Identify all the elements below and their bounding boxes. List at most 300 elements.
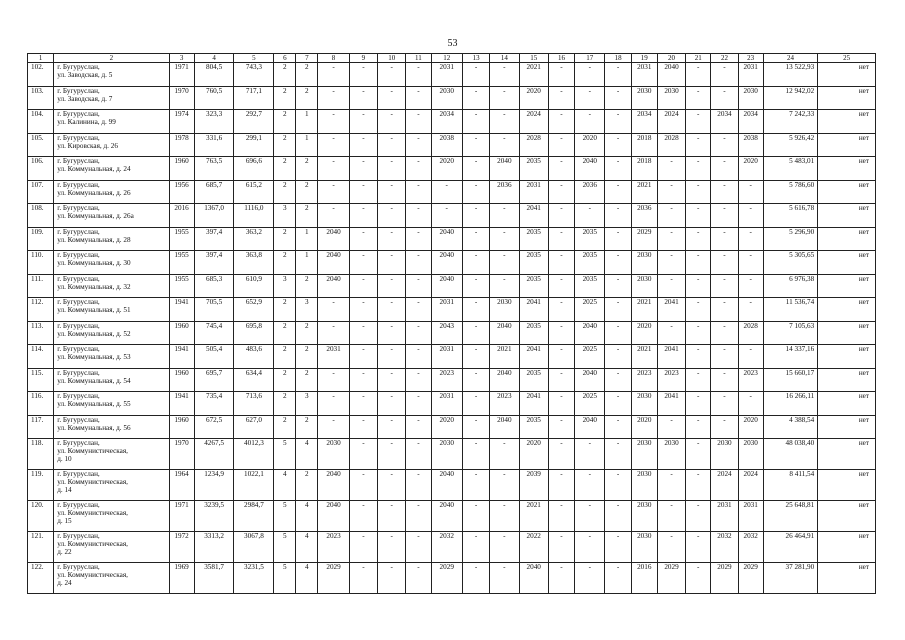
col16-cell: -: [548, 204, 574, 228]
column-number-cell: 9: [349, 54, 377, 63]
col5-cell: 299,1: [234, 133, 274, 157]
col11-cell: -: [406, 439, 431, 470]
address-line: ул. Коммунистическая,: [57, 571, 128, 579]
col19-cell: 2016: [631, 563, 657, 594]
col21-cell: -: [686, 563, 711, 594]
row-number-cell: 113.: [28, 321, 54, 345]
col10-cell: -: [378, 274, 406, 298]
address-cell: [54, 157, 169, 181]
col4-cell: 397,4: [194, 251, 234, 275]
col18-cell: -: [605, 180, 631, 204]
col15-cell: 2040: [519, 563, 548, 594]
col5-cell: 743,3: [234, 63, 274, 87]
address-line: д. 14: [57, 486, 72, 494]
col25-cell: нет: [818, 251, 876, 275]
address-line: г. Бугуруслан,: [57, 439, 100, 447]
col10-cell: -: [378, 532, 406, 563]
page-number: 53: [447, 38, 458, 49]
col8-cell: -: [318, 415, 349, 439]
col7-cell: 2: [296, 157, 318, 181]
col7-cell: 2: [296, 204, 318, 228]
address-line: ул. Коммунальная, д. 32: [57, 282, 131, 291]
col7-cell: 3: [296, 392, 318, 416]
col9-cell: -: [349, 392, 377, 416]
table-row: [28, 298, 876, 322]
col23-cell: -: [738, 227, 763, 251]
address-line: г. Бугуруслан,: [57, 532, 100, 540]
column-number-cell: 2: [54, 54, 169, 63]
address-cell: [54, 110, 169, 134]
column-number-cell: 20: [657, 54, 685, 63]
col14-cell: -: [490, 204, 519, 228]
col3-cell: 1955: [169, 274, 194, 298]
address-line: г. Бугуруслан,: [57, 368, 100, 377]
column-number-cell: 19: [631, 54, 657, 63]
col8-cell: -: [318, 368, 349, 392]
row-number-cell: 121.: [28, 532, 54, 563]
address-line: ул. Коммунальная, д. 51: [57, 306, 131, 314]
address-line: г. Бугуруслан,: [57, 251, 100, 259]
col21-cell: -: [686, 368, 711, 392]
address-line: ул. Коммунальная, д. 55: [57, 400, 131, 408]
col17-cell: 2025: [575, 345, 605, 369]
table-row: [28, 274, 876, 298]
col5-cell: 2984,7: [234, 501, 274, 532]
col20-cell: -: [657, 470, 685, 501]
col14-cell: 2036: [490, 180, 519, 204]
table-row: [28, 204, 876, 228]
address-cell: [54, 251, 169, 275]
col20-cell: -: [657, 415, 685, 439]
col18-cell: -: [605, 470, 631, 501]
col6-cell: 4: [274, 470, 296, 501]
col9-cell: -: [349, 321, 377, 345]
col22-cell: -: [711, 345, 738, 369]
col15-cell: 2028: [519, 133, 548, 157]
col5-cell: 634,4: [234, 368, 274, 392]
col16-cell: -: [548, 532, 574, 563]
table-row: [28, 110, 876, 134]
col3-cell: 1956: [169, 180, 194, 204]
table-row: [28, 415, 876, 439]
table-row: [28, 86, 876, 110]
col6-cell: 2: [274, 133, 296, 157]
column-number-cell: 3: [169, 54, 194, 63]
col23-cell: 2020: [738, 415, 763, 439]
table-row: [28, 368, 876, 392]
address-line: г. Бугуруслан,: [57, 110, 100, 118]
address-line: ул. Коммунальная, д. 24: [57, 165, 131, 173]
col11-cell: -: [406, 501, 431, 532]
col20-cell: 2024: [657, 110, 685, 134]
column-number-cell: 10: [378, 54, 406, 63]
col11-cell: -: [406, 563, 431, 594]
col24-cell: 14 337,16: [763, 345, 818, 369]
row-number-cell: 111.: [28, 274, 54, 298]
col16-cell: -: [548, 298, 574, 322]
column-number-cell: 15: [519, 54, 548, 63]
col10-cell: -: [378, 298, 406, 322]
col5-cell: 3231,5: [234, 563, 274, 594]
col15-cell: 2041: [519, 345, 548, 369]
row-number-cell: 110.: [28, 251, 54, 275]
col8-cell: -: [318, 63, 349, 87]
address-line: ул. Коммунистическая,: [57, 447, 128, 455]
col13-cell: -: [462, 470, 489, 501]
col19-cell: 2030: [631, 439, 657, 470]
col18-cell: -: [605, 251, 631, 275]
col6-cell: 2: [274, 368, 296, 392]
col6-cell: 2: [274, 110, 296, 134]
col3-cell: 1941: [169, 392, 194, 416]
col13-cell: -: [462, 110, 489, 134]
column-number-cell: 8: [318, 54, 349, 63]
col7-cell: 4: [296, 501, 318, 532]
col9-cell: -: [349, 439, 377, 470]
col23-cell: -: [738, 345, 763, 369]
col22-cell: -: [711, 415, 738, 439]
col15-cell: 2039: [519, 470, 548, 501]
col22-cell: 2034: [711, 110, 738, 134]
col9-cell: -: [349, 251, 377, 275]
col14-cell: -: [490, 274, 519, 298]
col14-cell: 2023: [490, 392, 519, 416]
col19-cell: 2030: [631, 392, 657, 416]
col19-cell: 2021: [631, 345, 657, 369]
col3-cell: 1969: [169, 563, 194, 594]
col21-cell: -: [686, 321, 711, 345]
address-line: ул. Коммунальная, д. 56: [57, 423, 131, 432]
col24-cell: 5 926,42: [763, 133, 818, 157]
table-row: [28, 157, 876, 181]
col18-cell: -: [605, 321, 631, 345]
col25-cell: нет: [818, 274, 876, 298]
col13-cell: -: [462, 368, 489, 392]
col10-cell: -: [378, 110, 406, 134]
row-number-cell: 119.: [28, 470, 54, 501]
col12-cell: 2031: [431, 63, 462, 87]
col12-cell: 2031: [431, 345, 462, 369]
col18-cell: -: [605, 368, 631, 392]
col21-cell: -: [686, 439, 711, 470]
col10-cell: -: [378, 368, 406, 392]
col14-cell: -: [490, 532, 519, 563]
col13-cell: -: [462, 392, 489, 416]
col15-cell: 2035: [519, 251, 548, 275]
col12-cell: 2030: [431, 86, 462, 110]
col4-cell: 1367,0: [194, 204, 234, 228]
col8-cell: 2023: [318, 532, 349, 563]
col18-cell: -: [605, 133, 631, 157]
row-number-cell: 122.: [28, 563, 54, 594]
address-line: ул. Коммунистическая,: [57, 509, 128, 517]
address-cell: [54, 470, 169, 501]
address-line: ул. Коммунистическая,: [57, 478, 128, 486]
col12-cell: -: [431, 204, 462, 228]
col13-cell: -: [462, 274, 489, 298]
col8-cell: 2040: [318, 227, 349, 251]
col12-cell: 2040: [431, 227, 462, 251]
col22-cell: 2029: [711, 563, 738, 594]
address-line: ул. Коммунальная, д. 30: [57, 259, 131, 267]
col17-cell: 2035: [575, 251, 605, 275]
col13-cell: -: [462, 133, 489, 157]
col5-cell: 363,8: [234, 251, 274, 275]
col10-cell: -: [378, 321, 406, 345]
col15-cell: 2031: [519, 180, 548, 204]
col21-cell: -: [686, 532, 711, 563]
col6-cell: 2: [274, 86, 296, 110]
col3-cell: 1972: [169, 532, 194, 563]
column-number-cell: 7: [296, 54, 318, 63]
col3-cell: 1974: [169, 110, 194, 134]
col12-cell: 2032: [431, 532, 462, 563]
col18-cell: -: [605, 392, 631, 416]
address-line: ул. Коммунальная, д. 53: [57, 353, 131, 361]
col19-cell: 2023: [631, 368, 657, 392]
row-number-cell: 102.: [28, 63, 54, 87]
col22-cell: 2024: [711, 470, 738, 501]
col22-cell: -: [711, 63, 738, 87]
col12-cell: 2043: [431, 321, 462, 345]
col19-cell: 2030: [631, 86, 657, 110]
col4-cell: 397,4: [194, 227, 234, 251]
address-cell: [54, 563, 169, 594]
address-line: г. Бугуруслан,: [57, 180, 100, 189]
row-number-cell: 108.: [28, 204, 54, 228]
col11-cell: -: [406, 157, 431, 181]
col22-cell: -: [711, 321, 738, 345]
col21-cell: -: [686, 86, 711, 110]
col13-cell: -: [462, 227, 489, 251]
col12-cell: 2031: [431, 392, 462, 416]
col24-cell: 5 483,01: [763, 157, 818, 181]
row-number-cell: 109.: [28, 227, 54, 251]
col14-cell: 2040: [490, 368, 519, 392]
address-line: г. Бугуруслан,: [57, 204, 100, 212]
col21-cell: -: [686, 110, 711, 134]
col13-cell: -: [462, 86, 489, 110]
col25-cell: нет: [818, 501, 876, 532]
row-number-cell: 103.: [28, 86, 54, 110]
col10-cell: -: [378, 227, 406, 251]
col5-cell: 1116,0: [234, 204, 274, 228]
address-line: г. Бугуруслан,: [57, 470, 100, 478]
col21-cell: -: [686, 251, 711, 275]
col22-cell: 2030: [711, 439, 738, 470]
col15-cell: 2035: [519, 274, 548, 298]
col16-cell: -: [548, 501, 574, 532]
col4-cell: 685,7: [194, 180, 234, 204]
col22-cell: -: [711, 392, 738, 416]
col4-cell: 763,5: [194, 157, 234, 181]
col22-cell: 2032: [711, 532, 738, 563]
col19-cell: 2030: [631, 274, 657, 298]
col20-cell: -: [657, 157, 685, 181]
column-number-cell: 14: [490, 54, 519, 63]
col17-cell: -: [575, 563, 605, 594]
col3-cell: 2016: [169, 204, 194, 228]
col9-cell: -: [349, 110, 377, 134]
col16-cell: -: [548, 415, 574, 439]
col19-cell: 2020: [631, 321, 657, 345]
col25-cell: нет: [818, 321, 876, 345]
address-line: г. Бугуруслан,: [57, 415, 100, 424]
address-cell: [54, 204, 169, 228]
col6-cell: 2: [274, 298, 296, 322]
col23-cell: 2030: [738, 86, 763, 110]
col20-cell: 2030: [657, 86, 685, 110]
col16-cell: -: [548, 470, 574, 501]
col16-cell: -: [548, 157, 574, 181]
col5-cell: 627,0: [234, 415, 274, 439]
col7-cell: 4: [296, 532, 318, 563]
col16-cell: -: [548, 86, 574, 110]
col7-cell: 2: [296, 86, 318, 110]
col21-cell: -: [686, 180, 711, 204]
col12-cell: 2029: [431, 563, 462, 594]
row-number-cell: 117.: [28, 415, 54, 439]
col13-cell: -: [462, 63, 489, 87]
col23-cell: -: [738, 251, 763, 275]
col5-cell: 4012,3: [234, 439, 274, 470]
col15-cell: 2035: [519, 157, 548, 181]
col24-cell: 48 038,40: [763, 439, 818, 470]
row-number-cell: 106.: [28, 157, 54, 181]
col4-cell: 1234,9: [194, 470, 234, 501]
column-number-cell: 22: [711, 54, 738, 63]
col15-cell: 2041: [519, 298, 548, 322]
col4-cell: 735,4: [194, 392, 234, 416]
col8-cell: -: [318, 110, 349, 134]
col4-cell: 3581,7: [194, 563, 234, 594]
col24-cell: 26 464,91: [763, 532, 818, 563]
col10-cell: -: [378, 345, 406, 369]
col10-cell: -: [378, 439, 406, 470]
col12-cell: 2020: [431, 415, 462, 439]
row-number-cell: 105.: [28, 133, 54, 157]
col25-cell: нет: [818, 180, 876, 204]
col19-cell: 2018: [631, 157, 657, 181]
col5-cell: 483,6: [234, 345, 274, 369]
col10-cell: -: [378, 157, 406, 181]
col6-cell: 2: [274, 180, 296, 204]
col13-cell: -: [462, 563, 489, 594]
col13-cell: -: [462, 204, 489, 228]
col3-cell: 1955: [169, 251, 194, 275]
col15-cell: 2041: [519, 204, 548, 228]
col3-cell: 1970: [169, 86, 194, 110]
address-line: г. Бугуруслан,: [57, 86, 100, 95]
address-line: ул. Коммунальная, д. 28: [57, 235, 131, 244]
col8-cell: 2031: [318, 345, 349, 369]
row-number-cell: 118.: [28, 439, 54, 470]
col4-cell: 323,3: [194, 110, 234, 134]
col6-cell: 5: [274, 563, 296, 594]
col20-cell: 2040: [657, 63, 685, 87]
col23-cell: -: [738, 298, 763, 322]
col11-cell: -: [406, 415, 431, 439]
col24-cell: 13 522,93: [763, 63, 818, 87]
col25-cell: нет: [818, 368, 876, 392]
address-cell: [54, 180, 169, 204]
col21-cell: -: [686, 274, 711, 298]
col25-cell: нет: [818, 204, 876, 228]
col24-cell: 16 266,11: [763, 392, 818, 416]
col24-cell: 7 242,33: [763, 110, 818, 134]
col23-cell: 2034: [738, 110, 763, 134]
col17-cell: 2036: [575, 180, 605, 204]
col11-cell: -: [406, 133, 431, 157]
col23-cell: 2030: [738, 439, 763, 470]
col24-cell: 11 536,74: [763, 298, 818, 322]
col25-cell: нет: [818, 532, 876, 563]
col22-cell: -: [711, 251, 738, 275]
col18-cell: -: [605, 274, 631, 298]
col19-cell: 2029: [631, 227, 657, 251]
col5-cell: 717,1: [234, 86, 274, 110]
col19-cell: 2018: [631, 133, 657, 157]
col11-cell: -: [406, 227, 431, 251]
address-cell: [54, 274, 169, 298]
row-number-cell: 104.: [28, 110, 54, 134]
col8-cell: -: [318, 392, 349, 416]
col6-cell: 5: [274, 501, 296, 532]
col4-cell: 4267,5: [194, 439, 234, 470]
col14-cell: -: [490, 439, 519, 470]
col14-cell: -: [490, 133, 519, 157]
col22-cell: -: [711, 204, 738, 228]
col11-cell: -: [406, 110, 431, 134]
address-line: г. Бугуруслан,: [57, 392, 100, 400]
table-row: [28, 345, 876, 369]
col15-cell: 2021: [519, 63, 548, 87]
col16-cell: -: [548, 180, 574, 204]
col4-cell: 672,5: [194, 415, 234, 439]
col21-cell: -: [686, 392, 711, 416]
col17-cell: 2040: [575, 321, 605, 345]
col17-cell: -: [575, 110, 605, 134]
address-line: г. Бугуруслан,: [57, 345, 100, 353]
col9-cell: -: [349, 274, 377, 298]
address-line: д. 24: [57, 579, 72, 587]
col10-cell: -: [378, 204, 406, 228]
col20-cell: -: [657, 180, 685, 204]
col3-cell: 1978: [169, 133, 194, 157]
col5-cell: 3067,8: [234, 532, 274, 563]
row-number-cell: 114.: [28, 345, 54, 369]
col20-cell: -: [657, 501, 685, 532]
col10-cell: -: [378, 470, 406, 501]
col9-cell: -: [349, 204, 377, 228]
table-row: [28, 470, 876, 501]
column-number-cell: 11: [406, 54, 431, 63]
col3-cell: 1941: [169, 345, 194, 369]
col22-cell: -: [711, 86, 738, 110]
col11-cell: -: [406, 368, 431, 392]
col21-cell: -: [686, 501, 711, 532]
col12-cell: 2040: [431, 470, 462, 501]
col6-cell: 3: [274, 204, 296, 228]
col12-cell: 2040: [431, 274, 462, 298]
col4-cell: 3239,5: [194, 501, 234, 532]
col13-cell: -: [462, 321, 489, 345]
col8-cell: 2040: [318, 501, 349, 532]
col12-cell: 2031: [431, 298, 462, 322]
address-cell: [54, 227, 169, 251]
col24-cell: 7 105,63: [763, 321, 818, 345]
address-line: ул. Коммунальная, д. 52: [57, 329, 131, 338]
